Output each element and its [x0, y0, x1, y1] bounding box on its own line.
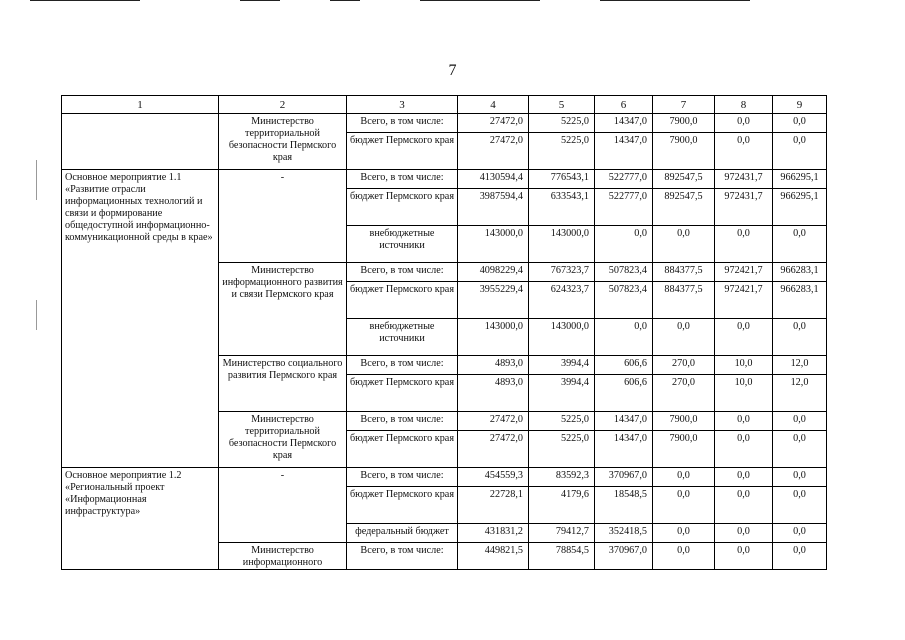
scan-edge-line: [600, 0, 750, 1]
amount-cell: 972421,7: [715, 263, 773, 282]
amount-cell: 270,0: [653, 375, 715, 412]
amount-cell: 27472,0: [458, 114, 529, 133]
measure-name-cell: Основное мероприятие 1.1 «Развитие отрасли информационных технологий и связи и формирование общедоступной информационно-коммуникационной среды в крае»: [62, 170, 219, 468]
amount-cell: 10,0: [715, 356, 773, 375]
amount-cell: 624323,7: [529, 282, 595, 319]
amount-cell: 18548,5: [595, 487, 653, 524]
amount-cell: 966283,1: [773, 263, 827, 282]
amount-cell: 633543,1: [529, 189, 595, 226]
amount-cell: 22728,1: [458, 487, 529, 524]
amount-cell: 884377,5: [653, 263, 715, 282]
header-cell: 7: [653, 96, 715, 114]
budget-table: [61, 95, 827, 570]
executor-cell: Министерство информационного развития и связи Пермского края: [219, 263, 347, 356]
header-cell: 2: [219, 96, 347, 114]
amount-cell: 972431,7: [715, 170, 773, 189]
amount-cell: 0,0: [773, 431, 827, 468]
amount-cell: 352418,5: [595, 524, 653, 543]
header-cell: 8: [715, 96, 773, 114]
header-cell: 1: [62, 96, 219, 114]
funding-source-cell: федеральный бюджет: [347, 524, 458, 543]
funding-source-cell: Всего, в том числе:: [347, 468, 458, 487]
amount-cell: 0,0: [653, 226, 715, 263]
amount-cell: 83592,3: [529, 468, 595, 487]
amount-cell: 0,0: [715, 524, 773, 543]
amount-cell: 7900,0: [653, 114, 715, 133]
funding-source-cell: бюджет Пермского края: [347, 375, 458, 412]
header-cell: 4: [458, 96, 529, 114]
funding-source-cell: Всего, в том числе:: [347, 543, 458, 570]
amount-cell: 0,0: [715, 412, 773, 431]
amount-cell: 892547,5: [653, 189, 715, 226]
amount-cell: 10,0: [715, 375, 773, 412]
amount-cell: 431831,2: [458, 524, 529, 543]
amount-cell: 884377,5: [653, 282, 715, 319]
funding-source-cell: внебюджетные источники: [347, 226, 458, 263]
amount-cell: 14347,0: [595, 412, 653, 431]
amount-cell: 0,0: [715, 431, 773, 468]
funding-source-cell: Всего, в том числе:: [347, 263, 458, 282]
scan-edge-line: [330, 0, 360, 1]
amount-cell: 0,0: [773, 468, 827, 487]
funding-source-cell: бюджет Пермского края: [347, 189, 458, 226]
measure-name-cell: Основное мероприятие 1.2 «Региональный проект «Информационная инфраструктура»: [62, 468, 219, 570]
amount-cell: 0,0: [653, 524, 715, 543]
header-cell: 3: [347, 96, 458, 114]
amount-cell: 270,0: [653, 356, 715, 375]
amount-cell: 0,0: [715, 468, 773, 487]
amount-cell: 143000,0: [529, 226, 595, 263]
amount-cell: 0,0: [773, 133, 827, 170]
amount-cell: 767323,7: [529, 263, 595, 282]
amount-cell: 143000,0: [458, 319, 529, 356]
amount-cell: 5225,0: [529, 114, 595, 133]
table-body: [62, 96, 827, 570]
amount-cell: 12,0: [773, 375, 827, 412]
amount-cell: 27472,0: [458, 133, 529, 170]
executor-cell: -: [219, 170, 347, 263]
amount-cell: 0,0: [715, 319, 773, 356]
table-row: [62, 114, 827, 133]
amount-cell: 449821,5: [458, 543, 529, 570]
amount-cell: 522777,0: [595, 189, 653, 226]
amount-cell: 370967,0: [595, 543, 653, 570]
executor-cell: Министерство территориальной безопасности Пермского края: [219, 114, 347, 170]
amount-cell: 966295,1: [773, 170, 827, 189]
amount-cell: 4893,0: [458, 356, 529, 375]
amount-cell: 143000,0: [458, 226, 529, 263]
amount-cell: 14347,0: [595, 133, 653, 170]
amount-cell: 14347,0: [595, 114, 653, 133]
amount-cell: 507823,4: [595, 263, 653, 282]
amount-cell: 0,0: [773, 412, 827, 431]
table-row: [62, 468, 827, 487]
funding-source-cell: бюджет Пермского края: [347, 282, 458, 319]
amount-cell: 606,6: [595, 356, 653, 375]
amount-cell: 522777,0: [595, 170, 653, 189]
executor-cell: -: [219, 468, 347, 543]
amount-cell: 3955229,4: [458, 282, 529, 319]
funding-source-cell: Всего, в том числе:: [347, 356, 458, 375]
amount-cell: 4098229,4: [458, 263, 529, 282]
page-number: 7: [448, 62, 457, 79]
amount-cell: 0,0: [773, 543, 827, 570]
amount-cell: 0,0: [653, 487, 715, 524]
funding-source-cell: бюджет Пермского края: [347, 431, 458, 468]
executor-cell: Министерство информационного: [219, 543, 347, 570]
amount-cell: 4179,6: [529, 487, 595, 524]
amount-cell: 14347,0: [595, 431, 653, 468]
amount-cell: 79412,7: [529, 524, 595, 543]
margin-mark: [36, 300, 37, 330]
funding-source-cell: Всего, в том числе:: [347, 114, 458, 133]
amount-cell: 7900,0: [653, 431, 715, 468]
amount-cell: 0,0: [715, 226, 773, 263]
funding-source-cell: бюджет Пермского края: [347, 133, 458, 170]
funding-source-cell: Всего, в том числе:: [347, 412, 458, 431]
amount-cell: 0,0: [715, 114, 773, 133]
funding-source-cell: Всего, в том числе:: [347, 170, 458, 189]
funding-source-cell: бюджет Пермского края: [347, 487, 458, 524]
header-cell: 6: [595, 96, 653, 114]
amount-cell: 966283,1: [773, 282, 827, 319]
budget-table-container: [61, 95, 826, 570]
amount-cell: 0,0: [715, 543, 773, 570]
amount-cell: 454559,3: [458, 468, 529, 487]
amount-cell: 7900,0: [653, 412, 715, 431]
amount-cell: 0,0: [773, 524, 827, 543]
amount-cell: 0,0: [773, 226, 827, 263]
margin-mark: [36, 160, 37, 200]
amount-cell: 3994,4: [529, 356, 595, 375]
header-cell: 9: [773, 96, 827, 114]
table-header-row: [62, 96, 827, 114]
amount-cell: 966295,1: [773, 189, 827, 226]
amount-cell: 370967,0: [595, 468, 653, 487]
amount-cell: 27472,0: [458, 412, 529, 431]
amount-cell: 0,0: [715, 133, 773, 170]
table-row: [62, 170, 827, 189]
amount-cell: 606,6: [595, 375, 653, 412]
amount-cell: 507823,4: [595, 282, 653, 319]
amount-cell: 3987594,4: [458, 189, 529, 226]
amount-cell: 0,0: [595, 319, 653, 356]
amount-cell: 892547,5: [653, 170, 715, 189]
amount-cell: 972431,7: [715, 189, 773, 226]
amount-cell: 0,0: [773, 319, 827, 356]
amount-cell: 4130594,4: [458, 170, 529, 189]
amount-cell: 0,0: [715, 487, 773, 524]
amount-cell: 143000,0: [529, 319, 595, 356]
amount-cell: 0,0: [653, 319, 715, 356]
amount-cell: 7900,0: [653, 133, 715, 170]
amount-cell: 3994,4: [529, 375, 595, 412]
funding-source-cell: внебюджетные источники: [347, 319, 458, 356]
amount-cell: 5225,0: [529, 412, 595, 431]
amount-cell: 0,0: [653, 468, 715, 487]
amount-cell: 78854,5: [529, 543, 595, 570]
amount-cell: 27472,0: [458, 431, 529, 468]
amount-cell: 0,0: [773, 487, 827, 524]
amount-cell: 5225,0: [529, 133, 595, 170]
amount-cell: 0,0: [653, 543, 715, 570]
executor-cell: Министерство социального развития Пермского края: [219, 356, 347, 412]
measure-name-cell: [62, 114, 219, 170]
scan-edge-line: [240, 0, 280, 1]
amount-cell: 776543,1: [529, 170, 595, 189]
amount-cell: 4893,0: [458, 375, 529, 412]
header-cell: 5: [529, 96, 595, 114]
amount-cell: 12,0: [773, 356, 827, 375]
amount-cell: 5225,0: [529, 431, 595, 468]
amount-cell: 972421,7: [715, 282, 773, 319]
executor-cell: Министерство территориальной безопасности Пермского края: [219, 412, 347, 468]
scan-edge-line: [420, 0, 540, 1]
amount-cell: 0,0: [773, 114, 827, 133]
amount-cell: 0,0: [595, 226, 653, 263]
scan-edge-line: [30, 0, 140, 1]
